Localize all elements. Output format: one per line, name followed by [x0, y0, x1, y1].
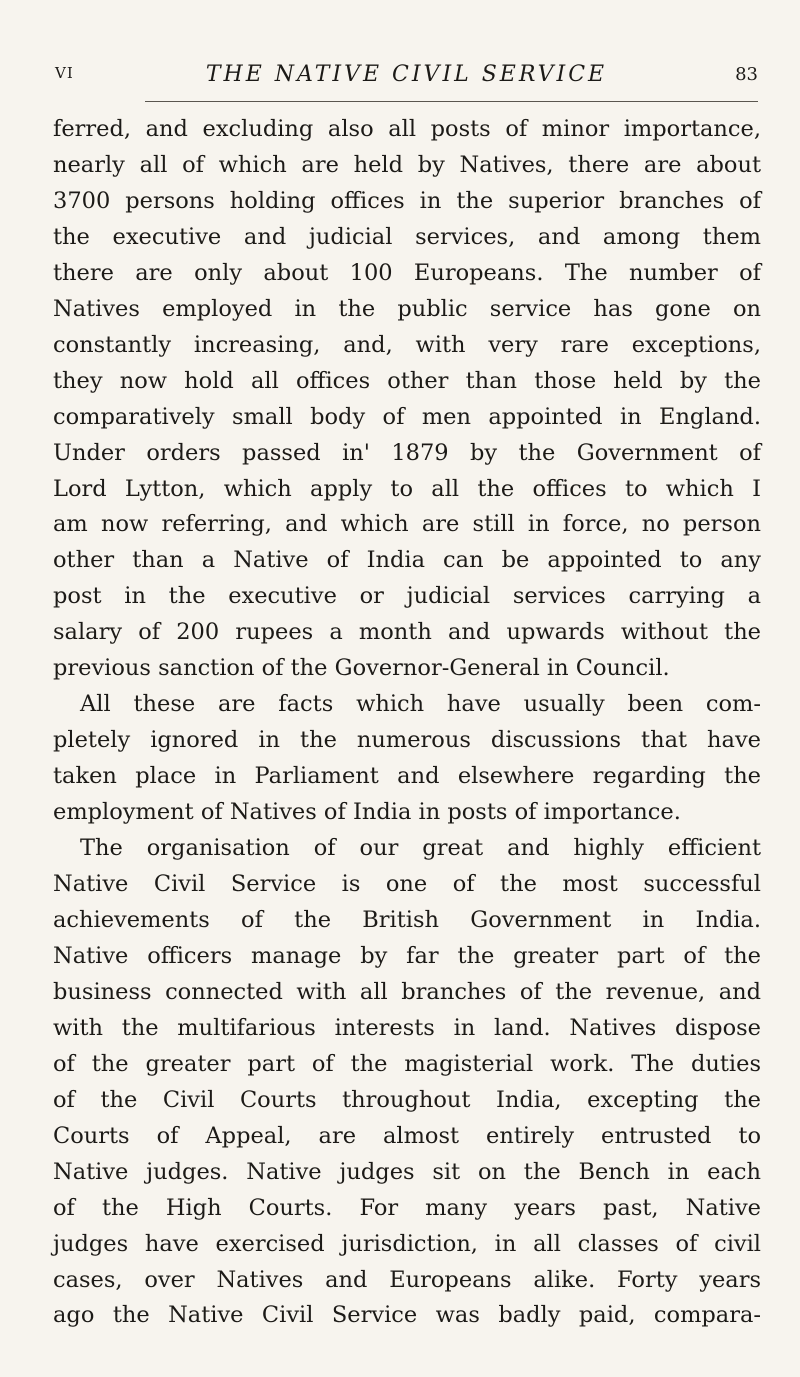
body-text [53, 112, 761, 1334]
text-line: employment of Natives of India in posts of importance. [53, 799, 681, 826]
text-line: pletely ignored in the numerous discussions that have [53, 727, 761, 754]
text-line: The organisation of our great and highly efficient [80, 835, 761, 862]
text-line: other than a Native of India can be appointed to any [53, 547, 761, 574]
text-line: post in the executive or judicial services carrying a [53, 583, 761, 610]
text-line: they now hold all offices other than those held by the [53, 367, 761, 394]
text-line: Native judges. Native judges sit on the Bench in each [53, 1158, 761, 1185]
text-line: the executive and judicial services, and among them [53, 223, 761, 250]
text-line: 3700 persons holding offices in the superior branches of [53, 187, 761, 214]
text-line: previous sanction of the Governor-General in Council. [53, 655, 670, 682]
text-line: Lord Lytton, which apply to all the offices to which I [53, 475, 761, 502]
text-line: judges have exercised jurisdiction, in all classes of civil [53, 1230, 761, 1257]
text-line: salary of 200 rupees a month and upwards without the [53, 619, 761, 646]
text-line: of the High Courts. For many years past, Native [53, 1194, 761, 1221]
text-line: constantly increasing, and, with very rare exceptions, [53, 331, 761, 358]
text-line: nearly all of which are held by Natives, there are about [53, 151, 761, 178]
text-line: ferred, and excluding also all posts of minor importance, [53, 116, 761, 142]
text-line: Native officers manage by far the greater part of the [53, 942, 761, 969]
text-line: taken place in Parliament and elsewhere regarding the [53, 763, 761, 790]
text-line: Native Civil Service is one of the most successful [53, 871, 761, 898]
chapter-number: VI [55, 64, 74, 82]
running-title: THE NATIVE CIVIL SERVICE [205, 62, 608, 87]
text-line: there are only about 100 Europeans. The number of [53, 259, 761, 286]
text-line: business connected with all branches of the revenue, and [53, 978, 761, 1005]
text-line: Courts of Appeal, are almost entirely entrusted to [53, 1122, 761, 1149]
text-line: of the Civil Courts throughout India, excepting the [53, 1086, 761, 1113]
text-line: of the greater part of the magisterial work. The duties [53, 1050, 761, 1077]
text-line: comparatively small body of men appointed in England. [53, 403, 761, 430]
text-line: All these are facts which have usually been com- [80, 691, 761, 718]
text-line: achievements of the British Government in India. [53, 906, 761, 933]
text-line: Natives employed in the public service has gone on [53, 295, 761, 322]
text-line: cases, over Natives and Europeans alike. Forty years [53, 1266, 761, 1293]
page-number: 83 [735, 64, 758, 85]
text-line: am now referring, and which are still in force, no person [53, 511, 761, 538]
text-line: ago the Native Civil Service was badly paid, compara- [53, 1302, 761, 1329]
text-line: with the multifarious interests in land. Natives dispose [53, 1014, 761, 1041]
header-rule [145, 101, 758, 102]
text-line: Under orders passed in' 1879 by the Government of [53, 439, 761, 466]
running-head [55, 62, 758, 92]
